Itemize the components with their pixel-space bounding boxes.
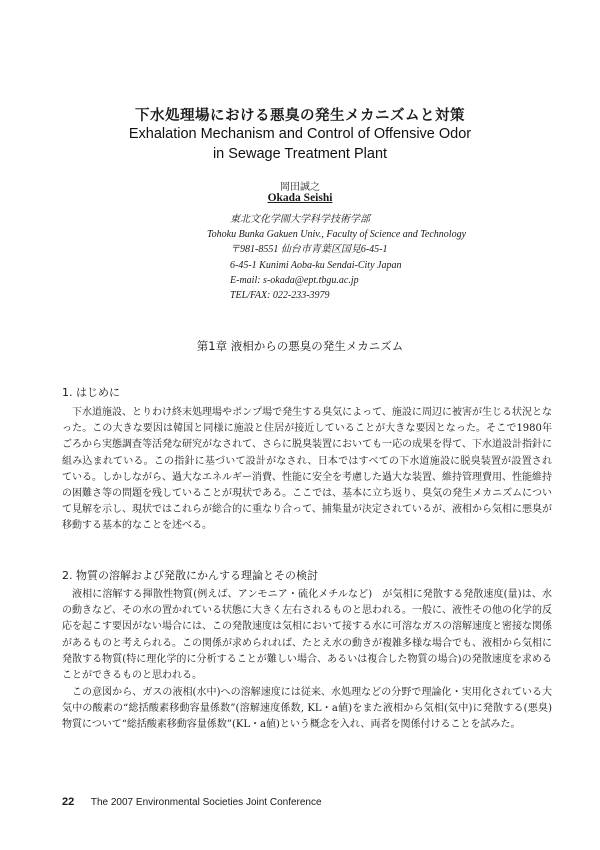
author-name-english: Okada Seishi <box>267 192 333 204</box>
email-address: E-mail: s-okada@ept.tbgu.ac.jp <box>230 275 359 286</box>
paper-title-english-line1: Exhalation Mechanism and Control of Offensive Odor <box>128 126 472 142</box>
address-japanese: 〒981-8551 仙台市青葉区国見6-45-1 <box>230 244 388 255</box>
paper-title-japanese: 下水処理場における悪臭の発生メカニズムと対策 <box>135 108 465 124</box>
section-heading-introduction: 1. はじめに <box>62 386 120 399</box>
affiliation-japanese: 東北文化学園大学科学技術学部 <box>230 214 370 225</box>
author-name-japanese: 岡田誠之 <box>280 182 320 193</box>
chapter-heading: 第1章 液相からの悪臭の発生メカニズム <box>196 339 404 353</box>
paper-title-english-line2: in Sewage Treatment Plant <box>212 146 388 162</box>
page-footer <box>62 796 322 808</box>
section-heading-theory: 2. 物質の溶解および発散にかんする理論とその検討 <box>62 569 318 582</box>
conference-name: The 2007 Environmental Societies Joint Conference <box>90 797 322 808</box>
tel-fax: TEL/FAX: 022-233-3979 <box>230 290 330 301</box>
affiliation-english: Tohoku Bunka Gakuen Univ., Faculty of Science and Technology <box>207 229 467 240</box>
paragraph-theory-1: 液相に溶解する揮散性物質(例えば、アンモニア・硫化メチルなど) が気相に発散する発散速度(量)は、水の動きなど、その水の置かれている状態に大きく左右されるものと思われる。一般に、液性その他の化学的反応を起こす要因がない場合には、この発散速度は気相において接する水に可溶なガスの溶解速度と密接な関係があるものと考えられる。この関係が求められれば、たとえ水の動きが複雑多様な場合でも、液相から気相に発散する物質(特に理化学的に分析することが難しい場合、あるいは複合した物質の場合)の発散速度を求めることができるものと思われる。 <box>62 589 552 682</box>
address-english: 6-45-1 Kunimi Aoba-ku Sendai-City Japan <box>230 260 402 271</box>
page-number: 22 <box>62 796 75 808</box>
paragraph-introduction: 下水道施設、とりわけ終末処理場やポンプ場で発生する臭気によって、施設に周辺に被害が生じる状況となった。この大きな要因は韓国と同様に施設と住居が接近していることが大きな要因となった。そこで1980年ごろから実態調査等活発な研究がなされて、さらに脱臭装置においても一応の成果を得て、下水道設計指針に組み込まれている。この指針に基づいて設計がなされ、日本ではすべての下水道施設に脱臭装置が設置されている。しかしながら、過大なエネルギー消費、性能に安全を考慮した過大な装置、維持管理費用、性能維持の困難さ等の問題を残していることが現状である。ここでは、基本に立ち返り、臭気の発生メカニズムについて見解を示し、現状ではこれらが総合的に重なり合って、捕集量が決定されているが、液相から気相に悪臭が移動する基本的なことを述べる。 <box>62 407 552 532</box>
paragraph-theory-2: この意図から、ガスの液相(水中)への溶解速度には従来、水処理などの分野で理論化・実用化されている大気中の酸素の“総括酸素移動容量係数”(溶解速度係数, KL・a値)をまた液相から気相(気中)に発散する(悪臭)物質について“総括酸素移動容量係数”(KL・a値)という概念を入れ、両者を関係付けることを試みた。 <box>62 687 552 731</box>
